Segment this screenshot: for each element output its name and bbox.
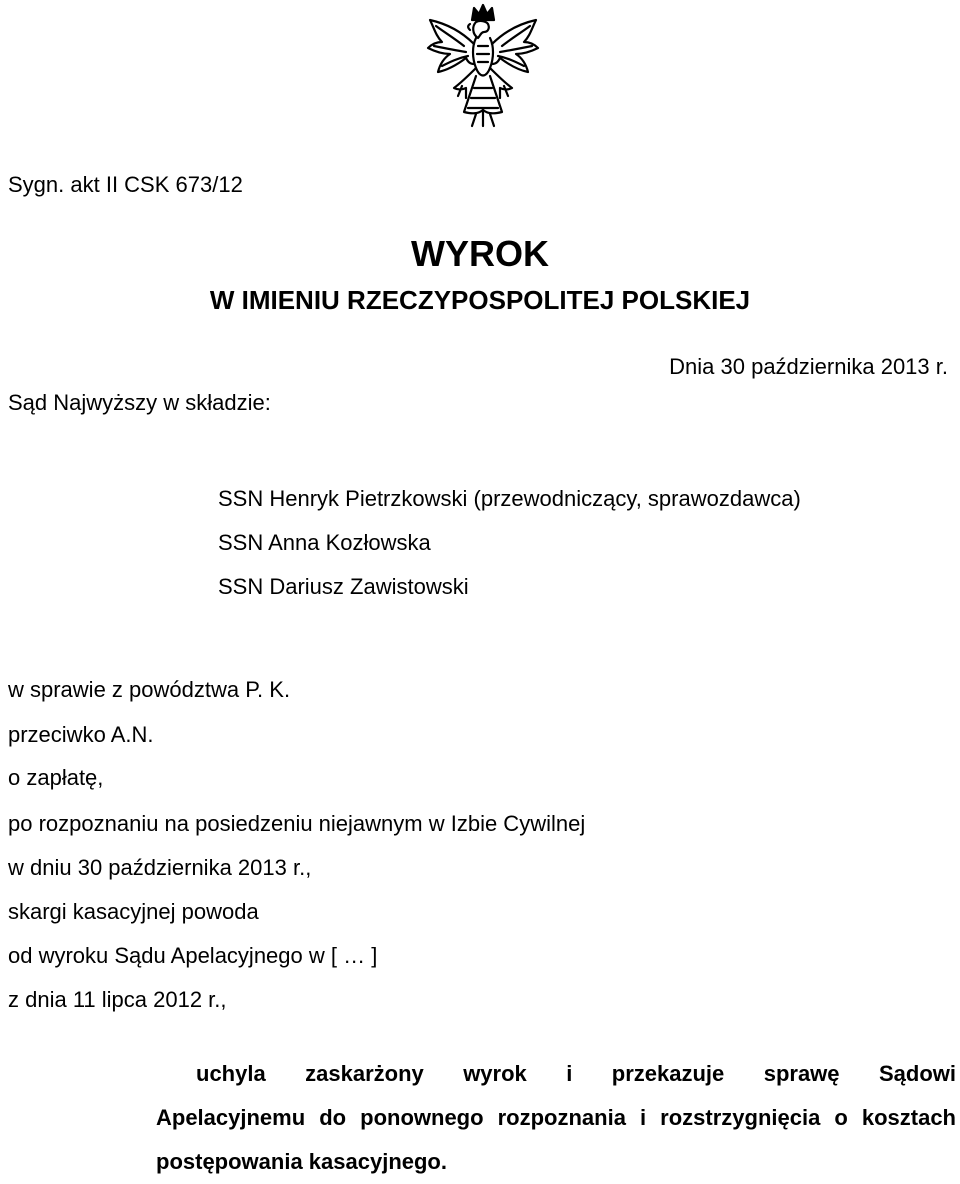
case-line-claimant: w sprawie z powództwa P. K.	[8, 677, 291, 702]
case-line-hearing: po rozpoznaniu na posiedzeniu niejawnym w Izbie Cywilnej	[8, 811, 586, 836]
verdict-line-1: uchyla zaskarżony wyrok i przekazuje sprawę Sądowi	[196, 1061, 956, 1086]
judge-item: SSN Henryk Pietrzkowski (przewodniczący, sprawozdawca)	[218, 486, 801, 511]
document-subtitle: W IMIENIU RZECZYPOSPOLITEJ POLSKIEJ	[209, 285, 751, 315]
case-line-subject: o zapłatę,	[8, 765, 104, 790]
judge-item: SSN Dariusz Zawistowski	[218, 574, 469, 599]
court-composition-label: Sąd Najwyższy w składzie:	[8, 390, 271, 415]
case-line-hearing-date: w dniu 30 października 2013 r.,	[8, 855, 312, 880]
judge-item: SSN Anna Kozłowska	[218, 530, 431, 555]
verdict-text	[156, 1052, 956, 1184]
verdict-line-2: Apelacyjnemu do ponownego rozpoznania i rozstrzygnięcia o kosztach postępowania kasacyjnego.	[156, 1105, 956, 1174]
case-line-lower-court: od wyroku Sądu Apelacyjnego w [ … ]	[8, 943, 378, 968]
case-line-appeal: skargi kasacyjnej powoda	[8, 899, 259, 924]
judgment-date: Dnia 30 października 2013 r.	[669, 354, 948, 379]
case-line-defendant: przeciwko A.N.	[8, 722, 154, 747]
case-line-lower-court-date: z dnia 11 lipca 2012 r.,	[8, 987, 227, 1012]
document-title: WYROK	[411, 233, 549, 274]
polish-eagle-emblem-icon	[418, 2, 548, 134]
case-number: Sygn. akt II CSK 673/12	[8, 172, 243, 197]
